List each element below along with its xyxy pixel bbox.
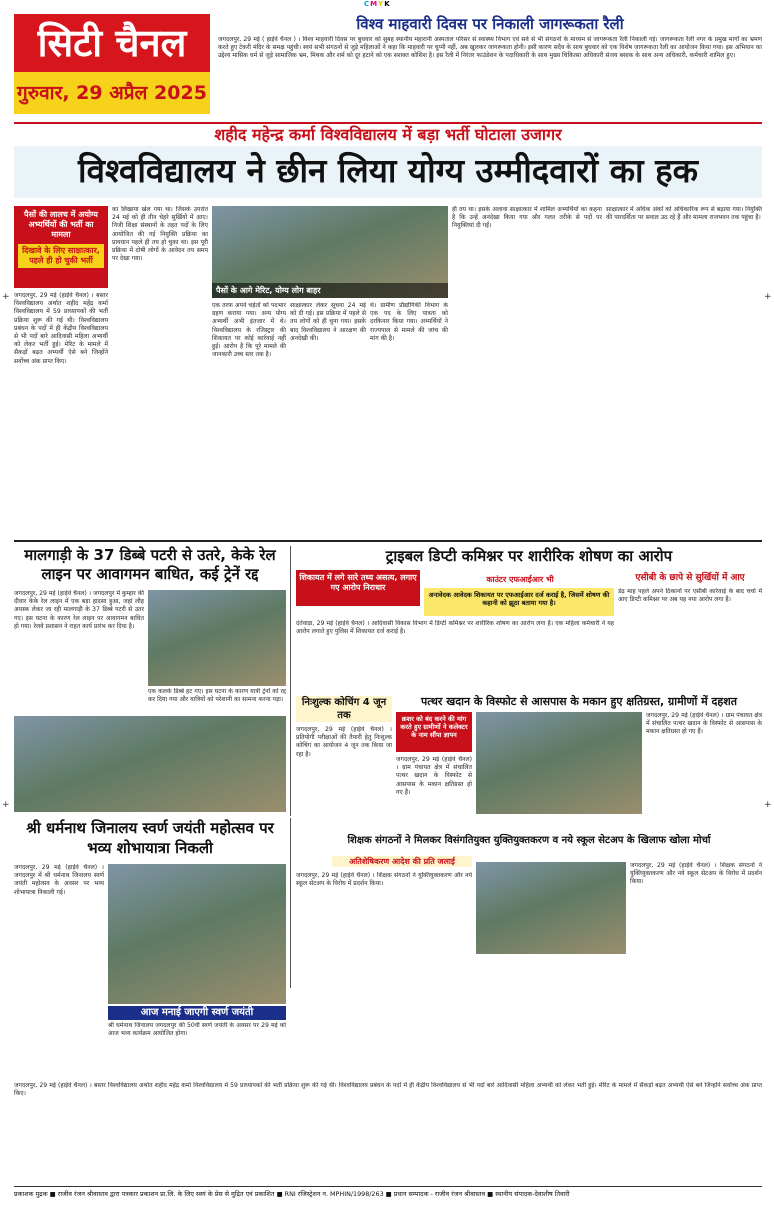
shiksha-tag: अतिशेषिकरण आदेश की प्रति जलाई <box>332 856 472 867</box>
dharmanath-headline: श्री धर्मनाथ जिनालय स्वर्ण जयंती महोत्सव पर भव्य शोभायात्रा निकली <box>26 819 274 857</box>
rail-headline: मालगाड़ी के 37 डिब्बे पटरी से उतरे, केके रेल लाइन पर आवागमन बाधित, कई ट्रेनें रद्द <box>24 546 276 583</box>
stone-pink-box: क्रशर को बंद करने की मांग करते हुए ग्रामीणों ने कलेक्टर के नाम सौंपा ज्ञापन <box>396 712 472 752</box>
shiksha-headline: शिक्षक संगठनों ने मिलकर विसंगतियुक्त युक्तियुक्तकरण व नये स्कूल सेटअप के खिलाफ खोला मोर्चा <box>347 835 711 846</box>
crop-mark-icon: + <box>2 800 10 810</box>
imprint-footer: प्रकाशक मुद्रक ■ राजीव रंजन श्रीवास्तव द्वारा पत्रकार प्रकाशन प्रा.लि. के लिए स्वयं के प्रेस से मुद्रित एवं प्रकाशित ■ RNI रजिस्ट्रेशन न. MPHIN/1998/263 ■ प्रधान सम्पादक - राजीव रंजन श्रीवास्तव ■ स्थानीय संपादक-देवाशीष तिवारी <box>14 1186 762 1200</box>
masthead <box>14 14 210 114</box>
stone-headline: पत्थर खदान के विस्फोट से आसपास के मकान हुए क्षतिग्रस्त, ग्रामीणों में दहशत <box>421 695 737 708</box>
top-story-body: जगदलपुर, 29 मई ( हाईवे चैनल ) । विश्व माहवारी दिवस पर बुधवार को सुबह स्थानीय महारानी अस्पताल परिसर से स्वास्थ्य विभाग एवं सर्व से भी संगठनों के माध्यम से जागरूकता रैली निकाली गई। जागरूकता रैली नगर के प्रमुख मार्गों का भ्रमण करते हुए टेकरी मंदिर के समक्ष पहुंची। स्वयं सभी संगठनों से जुड़े महिलाओं ने कहा कि माहवारी पर चुप्पी नहीं, अब खुलकर जागरूकता होनी। इसी कारण सदैव के साथ बुधवार को एक विशेष जागरूकता रैली का आयोजन किया गया। इस अभियान का उद्देश्य मासिक धर्म से जुड़े सामाजिक भ्रम, मिथक और शर्म को दूर हटाने को एक सशक्त कोशिश है। इस रैली में निरंतर फाउंडेशन के पदाधिकारी के साथ मुख्य चिकित्सा अधिकारी संजय बसाक के साथ अन्य अधिकारी, कर्मचारी शामिल हुए। <box>218 36 762 60</box>
rail-body: जगदलपुर, 29 मई (हाईवे चैनल) । जगदलपुर में कुम्हार की दीवार केके रेल लाइन में एक बड़ा हादसा हुआ, जहां लौह अयस्क लेकर जा रही मालगाड़ी के 37 डिब्बे पटरी से उतर गए। इस घटना के कारण रेल लाइन पर आवागमन बाधित हो गया। रेलवे प्रशासन ने राहत कार्य प्रारंभ कर दिया है। <box>14 590 144 630</box>
crop-mark-icon: + <box>764 292 772 302</box>
tribal-lead-box: अनावेदक आवेदक शिकायत पर एफआईआर दर्ज कराई है, जिसमें शोषण की कहानी को झूठा बताया गया है। <box>424 588 614 616</box>
top-story <box>218 14 762 114</box>
lead-side-box: पैसों की लालच में अयोग्य अभ्यर्थियों की भर्ती का मामला दिखावे के लिए साक्षात्कार, पहले ही हो चुकी भर्ती <box>14 206 108 288</box>
column-rule <box>290 818 291 988</box>
color-registration-mark: CMYK <box>364 0 391 8</box>
lead-headline: विश्वविद्यालय ने छीन लिया योग्य उम्मीदवारों का हक <box>14 146 762 198</box>
crop-mark-icon: + <box>2 292 10 302</box>
swarna-body: श्री धर्मनाथ जिनालय जगदलपुर की 50वीं स्वर्ण जयंती के अवसर पर 29 मई को आज भव्य कार्यक्रम आयोजित होगा। <box>108 1022 286 1038</box>
lead-column-3: एक तरफ अपने चहेतों को पदभार ग्रहण कराया गया। अन्य योग्य अभ्यर्थी अभी इंतजार में थे। विश्वविद्यालय के रजिस्ट्रार की शिकायत पर कोई कार्रवाई नहीं हुई। आरोप है कि पूरे मामले की जानकारी उच्च स्तर तक है। <box>212 302 286 359</box>
lead-column-5: थे। ग्रामीण प्रौद्योगिकी विभाग के एक पद के लिए पात्रता को दरकिनार किया गया। अभ्यर्थियों ने राज्यपाल से मामले की जांच की मांग की है। <box>370 302 448 342</box>
tribal-side-body: डेढ़ माह पहले अपने ठिकानों पर एसीबी कार्रवाई के बाद चर्चा में आए डिप्टी कमिश्नर पर अब यह नया आरोप लगा है। <box>618 588 762 604</box>
stone-photo <box>476 712 642 814</box>
stone-body: जगदलपुर, 29 मई (हाईवे चैनल) । ग्राम पंचायत क्षेत्र में संचालित पत्थर खदान के विस्फोट से आसपास के मकान क्षतिग्रस्त हो गए हैं। <box>396 756 472 796</box>
tribal-side-headline: एसीबी के छापे से सुर्खियों में आए <box>635 573 745 583</box>
tribal-subhead: काउंटर एफआईआर भी <box>486 575 554 584</box>
swarna-title: आज मनाई जाएगी स्वर्ण जयंती <box>108 1006 286 1020</box>
shiksha-body-2: जगदलपुर, 29 मई (हाईवे चैनल) । शिक्षक संगठनों ने युक्तियुक्तकरण और नये स्कूल सेटअप के विरोध में प्रदर्शन किया। <box>630 862 762 886</box>
rail-body-2: एक कलके डिब्बे हट गए। इस घटना के कारण यात्री ट्रेनों को रद्द कर दिया गया और यात्रियों को परेशानी का सामना करना पड़ा। <box>148 688 286 704</box>
dharmanath-photo <box>108 864 286 1004</box>
coaching-title: निःशुल्क कोचिंग 4 जून तक <box>296 696 392 722</box>
tribal-body: दंतेवाड़ा, 29 मई (हाईवे चैनल) । आदिवासी विकास विभाग में डिप्टी कमिश्नर पर शारीरिक शोषण का आरोप लगा है। एक महिला कर्मचारी ने यह आरोप लगाते हुए पुलिस में शिकायत दर्ज कराई है। <box>296 620 614 636</box>
stone-body-2: जगदलपुर, 29 मई (हाईवे चैनल) । ग्राम पंचायत क्षेत्र में संचालित पत्थर खदान के विस्फोट से आसपास के मकान क्षतिग्रस्त हो गए हैं। <box>646 712 762 736</box>
column-rule <box>290 546 291 816</box>
lead-kicker: शहीद महेन्द्र कर्मा विश्वविद्यालय में बड़ा भर्ती घोटाला उजागर <box>14 122 762 144</box>
section-divider <box>14 540 762 542</box>
dharmanath-body: जगदलपुर, 29 मई (हाईवे चैनल) । जगदलपुर में श्री धर्मनाथ जिनालय स्वर्ण जयंती महोत्सव के अवसर पर भव्य शोभायात्रा निकाली गई। <box>14 864 104 896</box>
tribal-headline: ट्राइबल डिप्टी कमिश्नर पर शारीरिक शोषण का आरोप <box>385 547 673 565</box>
lead-column-4: साक्षात्कार लेकर सूचना 24 मई को दी गई। इस प्रक्रिया में पहले से तय लोगों को ही चुना गया। इसके बाद विश्वविद्यालय ने आरक्षण की अनदेखी की। <box>290 302 366 342</box>
procession-photo <box>14 716 286 812</box>
lead-column-7: साक्षात्कार में अधिक अंकों को अधिकारिक रूप से बढ़ाया गया। नियुक्ति की पारदर्शिता पर सवाल उठ रहे हैं और मामला राजभवन तक पहुंचा है। <box>606 206 762 222</box>
lead-photo-caption: पैसों के आगे मेरिट, योग्य लोग बाहर <box>212 283 448 298</box>
stone-continued <box>296 820 762 832</box>
shiksha-photo <box>476 862 626 954</box>
issue-date: गुरुवार, 29 अप्रैल 2025 <box>14 72 210 114</box>
continued-text: जगदलपुर, 29 मई (हाईवे चैनल) । बस्तर विश्वविद्यालय अर्थात शहीद महेंद्र कर्मा विश्वविद्यालय में 59 प्राध्यापकों की भर्ती प्रक्रिया शुरू की गई थी। विश्वविद्यालय प्रबंधन के पदों में ही केंद्रीय विश्वविद्यालय से भी पदों बारे आदिवासी महिला अभ्यर्थी को लेकर भर्ती हुई। मेरिट के मामले में सैकड़ों बढ़त अभ्यर्थी ऐसे बने जिन्होंने सर्वोच्च अंक प्राप्त किए। <box>14 1082 762 1098</box>
coaching-body: जगदलपुर, 29 मई (हाईवे चैनल) । प्रतियोगी परीक्षाओं की तैयारी हेतु निःशुल्क कोचिंग का आयोजन 4 जून तक किया जा रहा है। <box>296 726 392 758</box>
lead-column-6: ही तय था। इसके अलावा साक्षात्कार में शामिल अभ्यर्थियों का कहना है कि उन्हें अनदेखा किया गया और गलत तरीके से पदों पर नियुक्तियां दी गईं। <box>452 206 602 230</box>
rail-photo <box>148 590 286 686</box>
shiksha-body: जगदलपुर, 29 मई (हाईवे चैनल) । शिक्षक संगठनों ने युक्तियुक्तकरण और नये स्कूल सेटअप के विरोध में प्रदर्शन किया। <box>296 872 472 888</box>
lead-photo <box>212 206 448 298</box>
top-story-headline: विश्व माहवारी दिवस पर निकाली जागरूकता रैली <box>356 15 624 33</box>
tribal-pink-box: शिकायत में लगे सारे तथ्य असत्य, लगाए गए आरोप निराधार <box>296 570 420 606</box>
lead-column-1: जगदलपुर, 29 मई (हाईवे चैनल) । बस्तर विश्वविद्यालय अर्थात शहीद महेंद्र कर्मा विश्वविद्यालय में 59 प्राध्यापकों की भर्ती प्रक्रिया शुरू की गई थी। विश्वविद्यालय प्रबंधन के पदों में ही केंद्रीय विश्वविद्यालय से भी पदों बारे आदिवासी महिला अभ्यर्थी को लेकर भर्ती हुई। मेरिट के मामले में सैकड़ों बढ़त अभ्यर्थी ऐसे बने जिन्होंने सर्वोच्च अंक प्राप्त किए। <box>14 292 108 365</box>
paper-name: सिटी चैनल <box>14 14 210 72</box>
crop-mark-icon: + <box>764 800 772 810</box>
lead-column-2: का लिखाया खेल गया था। जिसके उपरांत 24 मई को ही तीन चेहरे सुर्खियों में आए। निजी शिक्षा संस्थानों के तहत पदों के लिए आयोजित की गई नियुक्ति प्रक्रिया का प्रावधान पहले ही तय हो चुका था। इस पूरी प्रक्रिया में दोषी लोगों के आवेदन तय समय पर देखा गया। <box>112 206 208 263</box>
